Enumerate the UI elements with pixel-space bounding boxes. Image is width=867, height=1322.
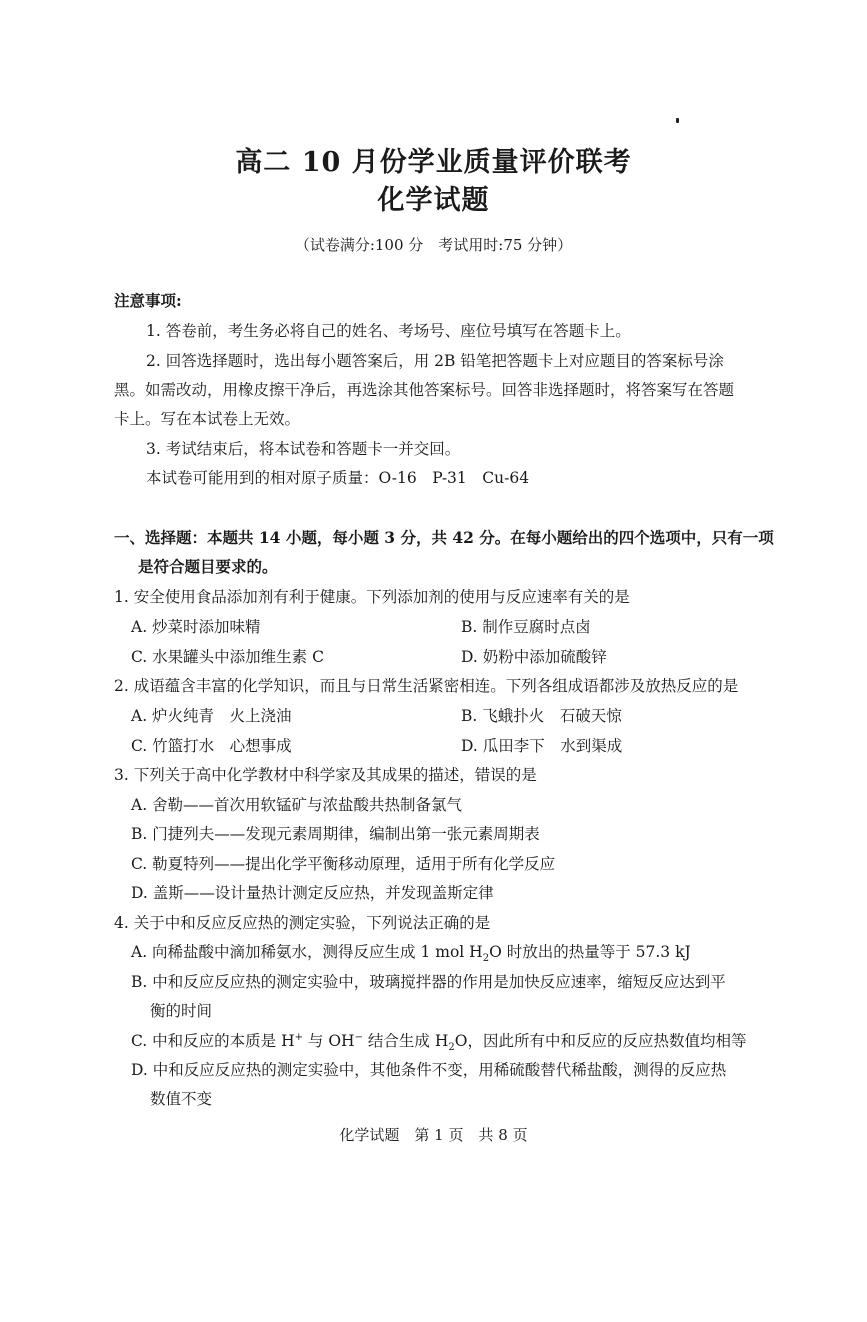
- question-4-stem: 4. 关于中和反应反应热的测定实验，下列说法正确的是: [114, 914, 491, 932]
- question-4-option-d: D. 中和反应反应热的测定实验中，其他条件不变，用稀硫酸替代稀盐酸，测得的反应热: [131, 1061, 727, 1079]
- question-3-option-b: B. 门捷列夫——发现元素周期律，编制出第一张元素周期表: [131, 825, 540, 843]
- page-footer: 化学试题 第 1 页 共 8 页: [339, 1126, 528, 1144]
- exam-meta: （试卷满分:100 分 考试用时:75 分钟）: [294, 236, 573, 254]
- section-heading-cont: 是符合题目要求的。: [138, 557, 278, 576]
- notice-item: 黑。如需改动，用橡皮擦干净后，再选涂其他答案标号。回答非选择题时，将答案写在答题: [114, 381, 735, 399]
- question-1-stem: 1. 安全使用食品添加剂有利于健康。下列添加剂的使用与反应速率有关的是: [114, 588, 630, 606]
- notice-item: 卡上。写在本试卷上无效。: [114, 410, 301, 428]
- superscript: −: [354, 1031, 363, 1043]
- superscript: +: [294, 1031, 303, 1043]
- notice-item: 1. 答卷前，考生务必将自己的姓名、考场号、座位号填写在答题卡上。: [146, 322, 631, 340]
- question-2-stem: 2. 成语蕴含丰富的化学知识，而且与日常生活紧密相连。下列各组成语都涉及放热反应的是: [114, 677, 739, 695]
- question-4-option-b: B. 中和反应反应热的测定实验中，玻璃搅拌器的作用是加快反应速率，缩短反应达到平: [131, 973, 726, 991]
- question-2-option-a: A. 炉火纯青 火上浇油: [131, 707, 292, 725]
- subscript: 2: [482, 953, 490, 965]
- question-1-option-b: B. 制作豆腐时点卤: [461, 618, 591, 636]
- question-4-option-a: [131, 941, 691, 963]
- question-3-option-c: C. 勒夏特列——提出化学平衡移动原理，适用于所有化学反应: [131, 855, 556, 873]
- subject-title: 化学试题: [377, 185, 490, 216]
- option-text: O 时放出的热量等于 57.3 kJ: [489, 943, 691, 961]
- section-heading: 一、选择题：本题共 14 小题，每小题 3 分，共 42 分。在每小题给出的四个选项中，只有一项: [114, 528, 774, 547]
- question-2-option-c: C. 竹篮打水 心想事成: [131, 737, 292, 755]
- question-1-option-d: D. 奶粉中添加硫酸锌: [461, 648, 607, 666]
- notice-item: 2. 回答选择题时，选出每小题答案后，用 2B 铅笔把答题卡上对应题目的答案标号涂: [146, 352, 724, 370]
- atomic-mass-note: 本试卷可能用到的相对原子质量：O-16 P-31 Cu-64: [146, 469, 530, 487]
- question-1-option-c: C. 水果罐头中添加维生素 C: [131, 648, 324, 666]
- option-text: C. 中和反应的本质是 H: [131, 1032, 295, 1050]
- question-3-stem: 3. 下列关于高中化学教材中科学家及其成果的描述，错误的是: [114, 766, 537, 784]
- subscript: 2: [448, 1042, 455, 1054]
- scan-speck: [676, 118, 679, 123]
- option-text: 结合生成 H: [362, 1032, 449, 1050]
- question-4-option-b-cont: 衡的时间: [150, 1002, 213, 1020]
- option-text: A. 向稀盐酸中滴加稀氨水，测得反应生成 1 mol H: [131, 943, 483, 961]
- option-text: 与 OH: [303, 1032, 355, 1050]
- question-4-option-d-cont: 数值不变: [150, 1090, 213, 1108]
- notice-heading: 注意事项:: [114, 291, 182, 310]
- option-text: O，因此所有中和反应的反应热数值均相等: [454, 1032, 747, 1050]
- question-4-option-c: [131, 1030, 746, 1052]
- question-2-option-b: B. 飞蛾扑火 石破天惊: [461, 707, 622, 725]
- exam-title: 高二 10 月份学业质量评价联考: [235, 147, 632, 178]
- notice-item: 3. 考试结束后，将本试卷和答题卡一并交回。: [146, 440, 461, 458]
- question-3-option-d: D. 盖斯——设计量热计测定反应热，并发现盖斯定律: [131, 884, 494, 902]
- question-1-option-a: A. 炒菜时添加味精: [131, 618, 261, 636]
- question-3-option-a: A. 舍勒——首次用软锰矿与浓盐酸共热制备氯气: [131, 796, 463, 814]
- question-2-option-d: D. 瓜田李下 水到渠成: [461, 737, 623, 755]
